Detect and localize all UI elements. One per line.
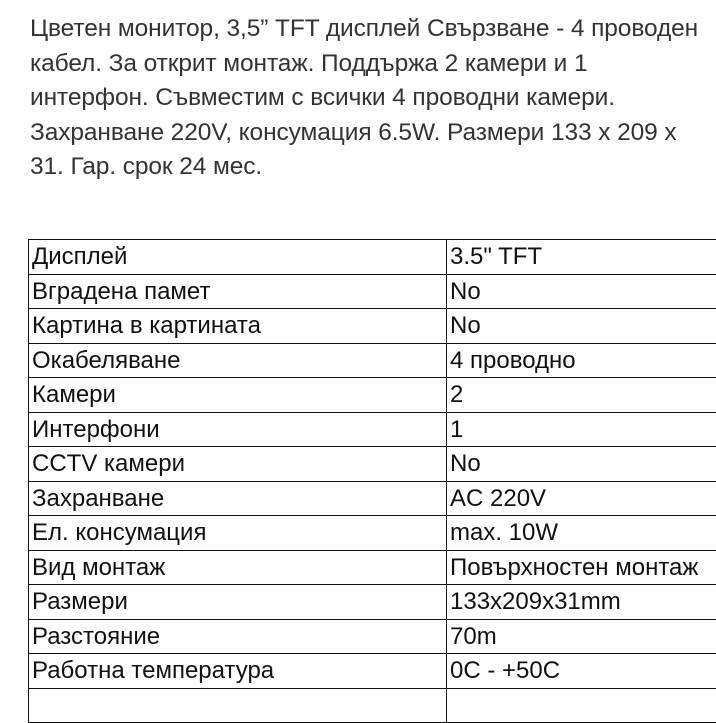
spec-label: Разстояние <box>29 619 447 654</box>
spec-value: 3.5" TFT <box>447 240 716 275</box>
spec-label: Дисплей <box>29 240 447 275</box>
table-row <box>29 654 716 689</box>
spec-value: 0C - +50C <box>447 654 716 689</box>
spec-value: 1 <box>447 412 716 447</box>
spec-value: No <box>447 274 716 309</box>
spec-label: Ел. консумация <box>29 516 447 551</box>
table-row <box>29 481 716 516</box>
table-row <box>29 412 716 447</box>
table-row <box>29 240 716 275</box>
specs-table <box>28 239 716 723</box>
spec-value: No <box>447 447 716 482</box>
spec-label: Захранване <box>29 481 447 516</box>
spec-value: 2 <box>447 378 716 413</box>
spec-value: max. 10W <box>447 516 716 551</box>
spec-value: No <box>447 309 716 344</box>
spec-label: CCTV камери <box>29 447 447 482</box>
spec-label: Камери <box>29 378 447 413</box>
table-row <box>29 274 716 309</box>
spec-value: 4 проводно <box>447 343 716 378</box>
table-row <box>29 619 716 654</box>
table-row <box>29 550 716 585</box>
table-row <box>29 516 716 551</box>
spec-label: Окабеляване <box>29 343 447 378</box>
spec-label <box>29 688 447 722</box>
spec-value: AC 220V <box>447 481 716 516</box>
table-row <box>29 378 716 413</box>
spec-label: Размери <box>29 585 447 620</box>
spec-label: Работна температура <box>29 654 447 689</box>
table-row <box>29 585 716 620</box>
spec-value <box>447 688 716 722</box>
table-row <box>29 447 716 482</box>
spec-label: Вградена памет <box>29 274 447 309</box>
spec-value: Повърхностен монтаж <box>447 550 716 585</box>
spec-value: 133x209x31mm <box>447 585 716 620</box>
table-row <box>29 343 716 378</box>
table-row <box>29 309 716 344</box>
spec-label: Вид монтаж <box>29 550 447 585</box>
spec-label: Картина в картината <box>29 309 447 344</box>
spec-label: Интерфони <box>29 412 447 447</box>
table-row <box>29 688 716 722</box>
product-description: Цветен монитор, 3,5” TFT дисплей Свързване - 4 проводен кабел. За открит монтаж. Поддържа 2 камери и 1 интерфон. Съвместим с всички 4 проводни камери. Захранване 220V, консумация 6.5W. Размери 133 x 209 x 31. Гар. срок 24 мес. <box>30 12 710 185</box>
spec-value: 70m <box>447 619 716 654</box>
